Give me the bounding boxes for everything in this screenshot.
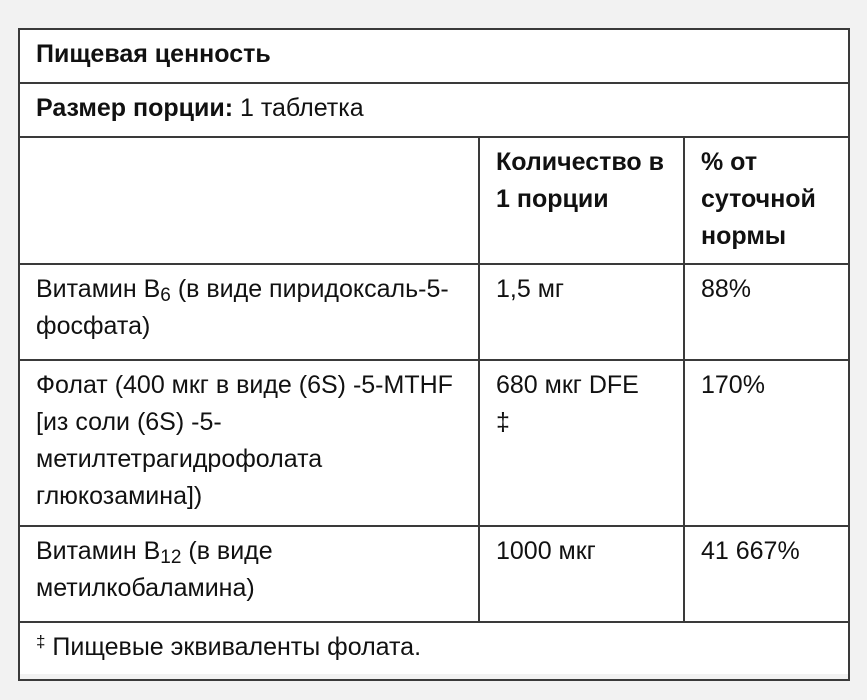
footnote-text: Пищевые эквиваленты фолата.: [45, 633, 422, 661]
nutrient-subscript: 6: [160, 285, 171, 306]
nutrient-amount: 1000 мкг: [479, 526, 684, 622]
header-empty-cell: [19, 137, 479, 264]
double-dagger-mark: ‡: [496, 408, 510, 436]
nutrient-subscript: 12: [160, 547, 182, 568]
table-row: [19, 264, 849, 360]
nutrient-name-folate: Фолат (400 мкг в виде (6S) -5-MTHF [из соли (6S) -5-метилтетрагидрофолата глюкозамина]): [19, 360, 479, 526]
nutrient-amount-text: 680 мкг DFE: [496, 371, 639, 399]
nutrient-daily-value: 88%: [684, 264, 849, 360]
nutrient-name-detail: (в виде пиридоксаль-5-фосфата): [36, 275, 449, 340]
table-row: [19, 526, 849, 622]
footnote: [19, 622, 849, 680]
header-daily-value: % от суточной нормы: [684, 137, 849, 264]
nutrient-daily-value: 170%: [684, 360, 849, 526]
footnote-mark: ‡: [36, 632, 46, 651]
supplement-facts-table: [18, 28, 850, 681]
serving-size-label: Размер порции:: [36, 94, 234, 122]
nutrient-daily-value: 41 667%: [684, 526, 849, 622]
nutrient-amount: [479, 360, 684, 526]
supplement-facts-panel: [18, 28, 850, 674]
serving-size: [19, 83, 849, 137]
table-row-header: [19, 137, 849, 264]
table-row-title: [19, 29, 849, 83]
nutrient-name-text: Витамин B: [36, 537, 161, 565]
table-title: Пищевая ценность: [19, 29, 849, 83]
table-row: [19, 360, 849, 526]
table-row-serving: [19, 83, 849, 137]
nutrient-name-text: Витамин B: [36, 275, 161, 303]
nutrient-name-detail: (в виде метилкобаламина): [36, 537, 273, 602]
table-row-footnote: [19, 622, 849, 680]
header-amount: Количество в 1 порции: [479, 137, 684, 264]
serving-size-value: 1 таблетка: [240, 94, 364, 122]
nutrient-name-vitamin-b6: [19, 264, 479, 360]
nutrient-amount: 1,5 мг: [479, 264, 684, 360]
nutrient-name-vitamin-b12: [19, 526, 479, 622]
